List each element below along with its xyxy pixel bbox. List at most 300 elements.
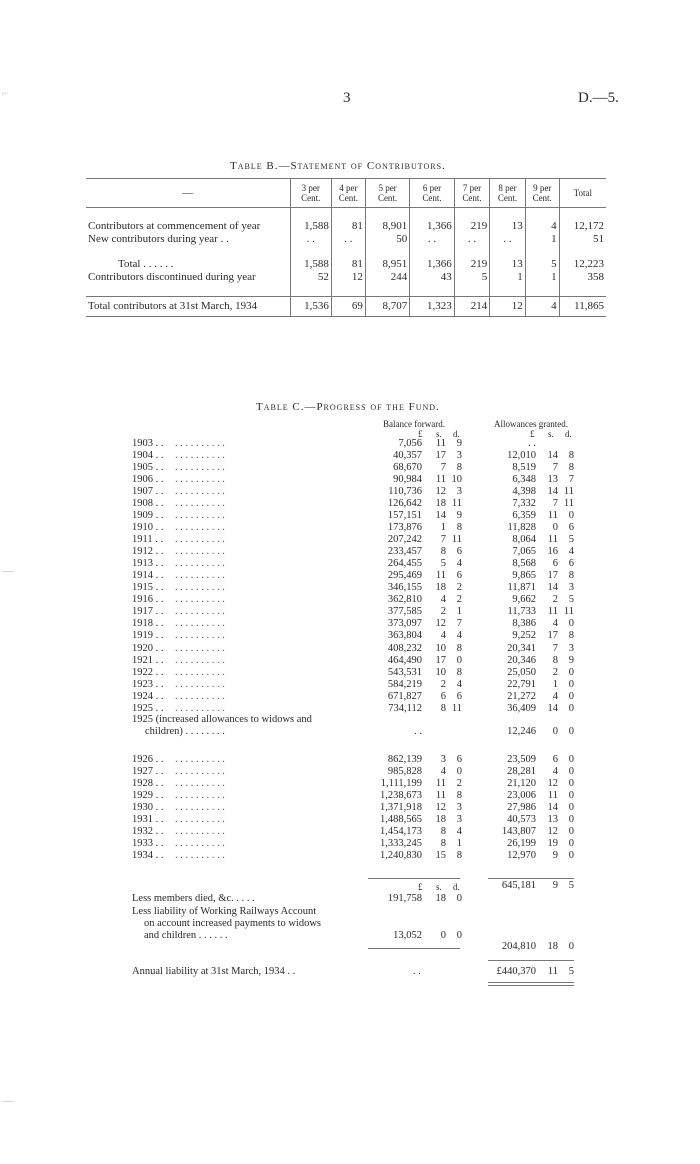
table-cell: 8,951 [365, 258, 409, 271]
balance-shillings: 18 [435, 814, 446, 825]
allowance-pence: 0 [568, 826, 574, 837]
balance-pence: 1 [456, 606, 462, 618]
balance-pounds: 126,642 [387, 498, 422, 510]
balance-pence: 6 [456, 754, 462, 765]
allowance-pence: 0 [568, 666, 574, 678]
year-label: 1918 . . [132, 618, 164, 630]
balance-shillings: 11 [435, 790, 446, 801]
table-cell: . . [290, 233, 331, 246]
row-label: Contributors discontinued during year [88, 271, 256, 283]
table-b-header-row [86, 179, 606, 208]
leader-dots: . . . . . . . . . . [175, 754, 225, 765]
table-cell: 51 [559, 233, 606, 246]
balance-shillings: 2 [440, 606, 446, 618]
table-cell: 1 [525, 271, 559, 284]
allowance-shillings: 14 [547, 486, 558, 498]
year-label: 1926 . . [132, 754, 164, 765]
balance-pounds: 671,827 [387, 690, 422, 702]
special-row-label: 1925 (increased allowances to widows and [132, 714, 312, 725]
balance-pounds: 408,232 [387, 642, 422, 654]
special-row-label: children) . . . . . . . . [145, 726, 225, 737]
allowance-pounds: 27,986 [507, 802, 536, 813]
leader-dots: . . . . . . . . . . [175, 582, 225, 594]
balance-shillings: 7 [440, 534, 446, 546]
allowance-pounds: 9,252 [512, 630, 536, 642]
table-b [86, 178, 606, 317]
allowance-shillings: 9 [552, 850, 558, 861]
balance-shillings: 11 [435, 438, 446, 449]
leader-dots: . . . . . . . . . . [175, 486, 225, 498]
year-label: 1904 . . [132, 450, 164, 462]
allowance-pence: 0 [568, 850, 574, 861]
balance-pence: 4 [456, 558, 462, 570]
allowance-pounds: 20,346 [507, 654, 536, 666]
allowance-pence: 4 [568, 546, 574, 558]
year-label: 1910 . . [132, 522, 164, 534]
allowance-shillings: 8 [552, 654, 558, 666]
allowance-pounds: 12,970 [507, 850, 536, 861]
allowance-pounds: 9,865 [512, 570, 536, 582]
balance-pence: 1 [456, 838, 462, 849]
balance-pounds: 233,457 [387, 546, 422, 558]
allowance-pounds: £440,370 [496, 966, 536, 977]
balance-pounds: . . [414, 726, 422, 737]
year-label: 1919 . . [132, 630, 164, 642]
allowance-shillings: 12 [547, 778, 558, 789]
year-label: 1916 . . [132, 594, 164, 606]
table-cell: 12,223 [559, 258, 606, 271]
balance-shillings: 0 [440, 930, 446, 941]
allowance-pounds: 21,120 [507, 778, 536, 789]
allowance-pounds: 8,568 [512, 558, 536, 570]
year-label: 1932 . . [132, 826, 164, 837]
table-cell: 219 [454, 220, 490, 233]
leader-dots: . . . . . . . . . . [175, 826, 225, 837]
allowance-pounds: 12,010 [507, 450, 536, 462]
unit-pence: d. [453, 429, 460, 439]
balance-shillings: 5 [440, 558, 446, 570]
allowance-pence: 6 [568, 558, 574, 570]
allowance-pounds: 143,807 [501, 826, 536, 837]
less-liability-label: Less liability of Working Railways Account [132, 906, 317, 917]
allowance-pounds: 204,810 [501, 941, 536, 952]
column-header: 8 per Cent. [490, 179, 526, 208]
balance-pence: 6 [456, 690, 462, 702]
year-label: 1907 . . [132, 486, 164, 498]
balance-pence: 3 [456, 814, 462, 825]
table-cell: 4 [525, 220, 559, 233]
allowance-pounds: 11,828 [507, 522, 536, 534]
balance-shillings: 15 [435, 850, 446, 861]
year-label: 1931 . . [132, 814, 164, 825]
balance-pounds: 157,151 [387, 510, 422, 522]
year-label: 1921 . . [132, 654, 164, 666]
leader-dots: . . . . . . . . . . [175, 666, 225, 678]
leader-dots: . . . . . . . . . . [175, 702, 225, 714]
balance-pounds: 464,490 [387, 654, 422, 666]
table-cell: 11,865 [559, 297, 606, 317]
leader-dots: . . . . . . . . . . [175, 510, 225, 522]
balance-pence: 3 [456, 486, 462, 498]
allowance-pounds: 9,662 [512, 594, 536, 606]
balance-pounds: 985,828 [387, 766, 422, 777]
table-cell: 43 [410, 271, 454, 284]
table-cell: . . [410, 233, 454, 246]
balance-pence: 6 [456, 546, 462, 558]
allowance-shillings: 6 [552, 558, 558, 570]
column-header: 4 per Cent. [331, 179, 365, 208]
balance-pence: 11 [451, 498, 462, 510]
balance-pounds: 373,097 [387, 618, 422, 630]
allowance-shillings: 4 [552, 766, 558, 777]
allowance-pence: 0 [568, 754, 574, 765]
table-b-title: Table B.—Statement of Contributors. [230, 160, 446, 172]
balance-pence: 3 [456, 802, 462, 813]
unit-pounds: £ [530, 429, 535, 439]
balance-pence: 0 [456, 930, 462, 941]
allowance-shillings: 11 [547, 790, 558, 801]
table-cell: 1 [490, 271, 526, 284]
allowance-pounds: 26,199 [507, 838, 536, 849]
table-cell: 244 [365, 271, 409, 284]
table-cell: 358 [559, 271, 606, 284]
table-row [86, 220, 606, 233]
balance-shillings: 10 [435, 642, 446, 654]
balance-pounds: 1,371,918 [380, 802, 422, 813]
less-died-label: Less members died, &c. . . . . [132, 893, 255, 904]
less-liability-label: and children . . . . . . [144, 930, 228, 941]
allowance-shillings: 19 [547, 838, 558, 849]
balance-shillings: 17 [435, 450, 446, 462]
year-label: 1925 . . [132, 702, 164, 714]
table-cell: 219 [454, 258, 490, 271]
allowance-shillings: 1 [552, 678, 558, 690]
balance-pence: 0 [456, 766, 462, 777]
balance-shillings: 4 [440, 594, 446, 606]
balance-pence: 6 [456, 570, 462, 582]
balance-shillings: 14 [435, 510, 446, 522]
allowance-pounds: 645,181 [501, 880, 536, 891]
allowance-pence: 7 [568, 474, 574, 486]
allowance-pounds: 8,386 [512, 618, 536, 630]
allowance-shillings: 11 [547, 966, 558, 977]
year-label: 1915 . . [132, 582, 164, 594]
balance-pence: 8 [456, 850, 462, 861]
allowance-pounds: . . [528, 438, 536, 449]
balance-pounds: 90,984 [393, 474, 422, 486]
allowance-pence: 0 [568, 510, 574, 522]
year-label: 1928 . . [132, 778, 164, 789]
double-rule [488, 982, 574, 983]
allowance-shillings: 0 [552, 522, 558, 534]
table-cell: 1 [525, 233, 559, 246]
table-cell: 52 [290, 271, 331, 284]
balance-pounds: 1,111,199 [380, 778, 422, 789]
rule [488, 878, 574, 879]
column-header: 3 per Cent. [290, 179, 331, 208]
balance-pence: 2 [456, 582, 462, 594]
column-header: 9 per Cent. [525, 179, 559, 208]
year-label: 1923 . . [132, 678, 164, 690]
allowance-shillings: 14 [547, 802, 558, 813]
allowance-shillings: 0 [552, 726, 558, 737]
column-header: 5 per Cent. [365, 179, 409, 208]
balance-pence: 8 [456, 666, 462, 678]
less-liability-label: on account increased payments to widows [144, 918, 321, 929]
table-cell: 1,366 [410, 258, 454, 271]
rule [488, 960, 574, 961]
table-cell: . . [490, 233, 526, 246]
allowance-shillings: 17 [547, 570, 558, 582]
leader-dots: . . . . . . . . . . [175, 814, 225, 825]
unit-pounds: £ [418, 429, 423, 439]
allowance-shillings: 11 [547, 606, 558, 618]
balance-shillings: 4 [440, 630, 446, 642]
leader-dots: . . . . . . . . . . [175, 778, 225, 789]
balance-pounds: 40,357 [393, 450, 422, 462]
balance-shillings: 8 [440, 838, 446, 849]
allowance-pence: 5 [568, 880, 574, 891]
allowance-pence: 0 [568, 838, 574, 849]
page-number: 3 [343, 90, 351, 106]
leader-dots: . . . . . . . . . . [175, 594, 225, 606]
balance-pounds: 362,810 [387, 594, 422, 606]
allowance-pence: 11 [563, 606, 574, 618]
allowance-shillings: 2 [552, 666, 558, 678]
margin-mark: — [2, 1093, 14, 1107]
annual-liability-label: Annual liability at 31st March, 1934 . . [132, 966, 296, 977]
allowance-pounds: 8,519 [512, 462, 536, 474]
table-cell: 1,366 [410, 220, 454, 233]
allowance-shillings: 4 [552, 690, 558, 702]
allowance-shillings: 9 [552, 880, 558, 891]
year-label: 1934 . . [132, 850, 164, 861]
balance-pence: 10 [451, 474, 462, 486]
allowance-pounds: 6,348 [512, 474, 536, 486]
allowance-pounds: 7,065 [512, 546, 536, 558]
year-label: 1908 . . [132, 498, 164, 510]
leader-dots: . . . . . . . . . . [175, 654, 225, 666]
balance-pence: 9 [456, 438, 462, 449]
row-label: Total contributors at 31st March, 1934 [86, 297, 290, 317]
leader-dots: . . . . . . . . . . [175, 558, 225, 570]
allowance-pence: 0 [568, 778, 574, 789]
leader-dots: . . . . . . . . . . [175, 766, 225, 777]
balance-pounds: 1,240,830 [380, 850, 422, 861]
balance-forward-header: Balance forward. [383, 419, 445, 429]
balance-shillings: 8 [440, 826, 446, 837]
balance-pounds: 1,238,673 [380, 790, 422, 801]
leader-dots: . . . . . . . . . . [175, 690, 225, 702]
allowance-pounds: 6,359 [512, 510, 536, 522]
allowance-pence: 5 [568, 966, 574, 977]
balance-pence: 3 [456, 450, 462, 462]
year-label: 1924 . . [132, 690, 164, 702]
balance-pounds: 295,469 [387, 570, 422, 582]
row-label [86, 258, 290, 271]
column-header: 6 per Cent. [410, 179, 454, 208]
balance-pounds: 264,455 [387, 558, 422, 570]
leader-dots: . . . . . . . . . . [175, 678, 225, 690]
balance-shillings: 18 [435, 498, 446, 510]
balance-pence: 11 [451, 534, 462, 546]
table-cell: 1,588 [290, 258, 331, 271]
leader-dots: . . . . . . . . . . [175, 474, 225, 486]
annual-liability-dots: . . [413, 966, 421, 977]
year-label: 1927 . . [132, 766, 164, 777]
balance-pounds: 377,585 [387, 606, 422, 618]
row-label: New contributors during year . . [88, 233, 229, 245]
document-reference: D.—5. [578, 90, 619, 106]
table-cell: 12 [490, 297, 526, 317]
leader-dots: . . . . . . . . . . [175, 642, 225, 654]
year-label: 1933 . . [132, 838, 164, 849]
allowance-shillings: 11 [547, 534, 558, 546]
double-rule [488, 985, 574, 986]
leader-dots: . . . . . . . . . . [175, 570, 225, 582]
balance-shillings: 2 [440, 678, 446, 690]
balance-pounds: 13,052 [393, 930, 422, 941]
year-label: 1930 . . [132, 802, 164, 813]
allowance-pence: 0 [568, 690, 574, 702]
allowance-pence: 0 [568, 618, 574, 630]
allowance-shillings: 4 [552, 618, 558, 630]
unit-pence: d. [453, 882, 460, 892]
leader-dots: . . . . . . . . . . [175, 606, 225, 618]
year-label: 1906 . . [132, 474, 164, 486]
balance-shillings: 18 [435, 582, 446, 594]
balance-pounds: 346,155 [387, 582, 422, 594]
leader-dots: . . . . . . . . . . [175, 802, 225, 813]
allowance-pounds: 23,509 [507, 754, 536, 765]
allowance-pounds: 22,791 [507, 678, 536, 690]
allowance-pounds: 28,281 [507, 766, 536, 777]
unit-shillings: s. [436, 882, 442, 892]
allowance-shillings: 14 [547, 582, 558, 594]
year-label: 1914 . . [132, 570, 164, 582]
table-row [86, 233, 606, 246]
allowance-pence: 11 [563, 498, 574, 510]
leader-dots: . . . . . . . . . . [175, 630, 225, 642]
allowance-shillings: 2 [552, 594, 558, 606]
balance-pounds: 68,670 [393, 462, 422, 474]
balance-pounds: 862,139 [387, 754, 422, 765]
table-cell: 69 [331, 297, 365, 317]
table-cell: 81 [331, 258, 365, 271]
allowance-pounds: 40,573 [507, 814, 536, 825]
row-label-text: Total . . . . . . [118, 258, 174, 270]
year-label: 1929 . . [132, 790, 164, 801]
allowance-pounds: 36,409 [507, 702, 536, 714]
leader-dots: . . . . . . . . . . [175, 534, 225, 546]
table-cell: 1,588 [290, 220, 331, 233]
allowance-pence: 8 [568, 450, 574, 462]
table-c-title: Table C.—Progress of the Fund. [256, 401, 440, 413]
leader-dots: . . . . . . . . . . [175, 546, 225, 558]
allowances-granted-header: Allowances granted. [494, 419, 568, 429]
balance-shillings: 12 [435, 802, 446, 813]
allowance-shillings: 12 [547, 826, 558, 837]
balance-shillings: 4 [440, 766, 446, 777]
allowance-pence: 9 [568, 654, 574, 666]
table-cell: 13 [490, 220, 526, 233]
table-cell: 4 [525, 297, 559, 317]
table-row [86, 258, 606, 271]
balance-shillings: 18 [435, 893, 446, 904]
column-header: — [182, 187, 194, 199]
leader-dots: . . . . . . . . . . [175, 850, 225, 861]
table-cell: 81 [331, 220, 365, 233]
allowance-shillings: 13 [547, 814, 558, 825]
allowance-pounds: 7,332 [512, 498, 536, 510]
balance-pence: 9 [456, 510, 462, 522]
allowance-pence: 0 [568, 766, 574, 777]
balance-shillings: 12 [435, 486, 446, 498]
table-cell: 8,901 [365, 220, 409, 233]
leader-dots: . . . . . . . . . . [175, 522, 225, 534]
column-header: Total [559, 179, 606, 208]
table-cell: 12,172 [559, 220, 606, 233]
allowance-shillings: 17 [547, 630, 558, 642]
balance-pence: 11 [451, 702, 462, 714]
balance-pounds: 1,454,173 [380, 826, 422, 837]
year-label: 1912 . . [132, 546, 164, 558]
allowance-pence: 0 [568, 802, 574, 813]
year-label: 1909 . . [132, 510, 164, 522]
allowance-shillings: 16 [547, 546, 558, 558]
balance-pounds: 1,488,565 [380, 814, 422, 825]
balance-shillings: 11 [435, 778, 446, 789]
allowance-pence: 5 [568, 594, 574, 606]
balance-pence: 8 [456, 462, 462, 474]
balance-shillings: 7 [440, 462, 446, 474]
allowance-pounds: 11,733 [507, 606, 536, 618]
balance-shillings: 8 [440, 702, 446, 714]
allowance-pounds: 21,272 [507, 690, 536, 702]
balance-pounds: 584,219 [387, 678, 422, 690]
year-label: 1905 . . [132, 462, 164, 474]
year-label: 1917 . . [132, 606, 164, 618]
allowance-pence: 0 [568, 702, 574, 714]
year-label: 1920 . . [132, 642, 164, 654]
allowance-pence: 8 [568, 462, 574, 474]
rule [368, 948, 460, 949]
allowance-shillings: 13 [547, 474, 558, 486]
balance-pounds: 363,804 [387, 630, 422, 642]
table-cell: 214 [454, 297, 490, 317]
allowance-pence: 3 [568, 642, 574, 654]
leader-dots: . . . . . . . . . . [175, 618, 225, 630]
table-cell: 13 [490, 258, 526, 271]
year-label: 1903 . . [132, 438, 164, 449]
table-cell: 5 [525, 258, 559, 271]
allowance-shillings: 7 [552, 642, 558, 654]
allowance-pounds: 25,050 [507, 666, 536, 678]
balance-pence: 4 [456, 678, 462, 690]
unit-pence: d. [565, 429, 572, 439]
table-cell: 8,707 [365, 297, 409, 317]
allowance-pence: 0 [568, 726, 574, 737]
balance-pence: 4 [456, 630, 462, 642]
balance-pence: 7 [456, 618, 462, 630]
allowance-pence: 11 [563, 486, 574, 498]
rule [368, 878, 460, 879]
balance-pounds: 1,333,245 [380, 838, 422, 849]
allowance-pence: 5 [568, 534, 574, 546]
allowance-shillings: 14 [547, 702, 558, 714]
balance-shillings: 12 [435, 618, 446, 630]
allowance-shillings: 6 [552, 754, 558, 765]
